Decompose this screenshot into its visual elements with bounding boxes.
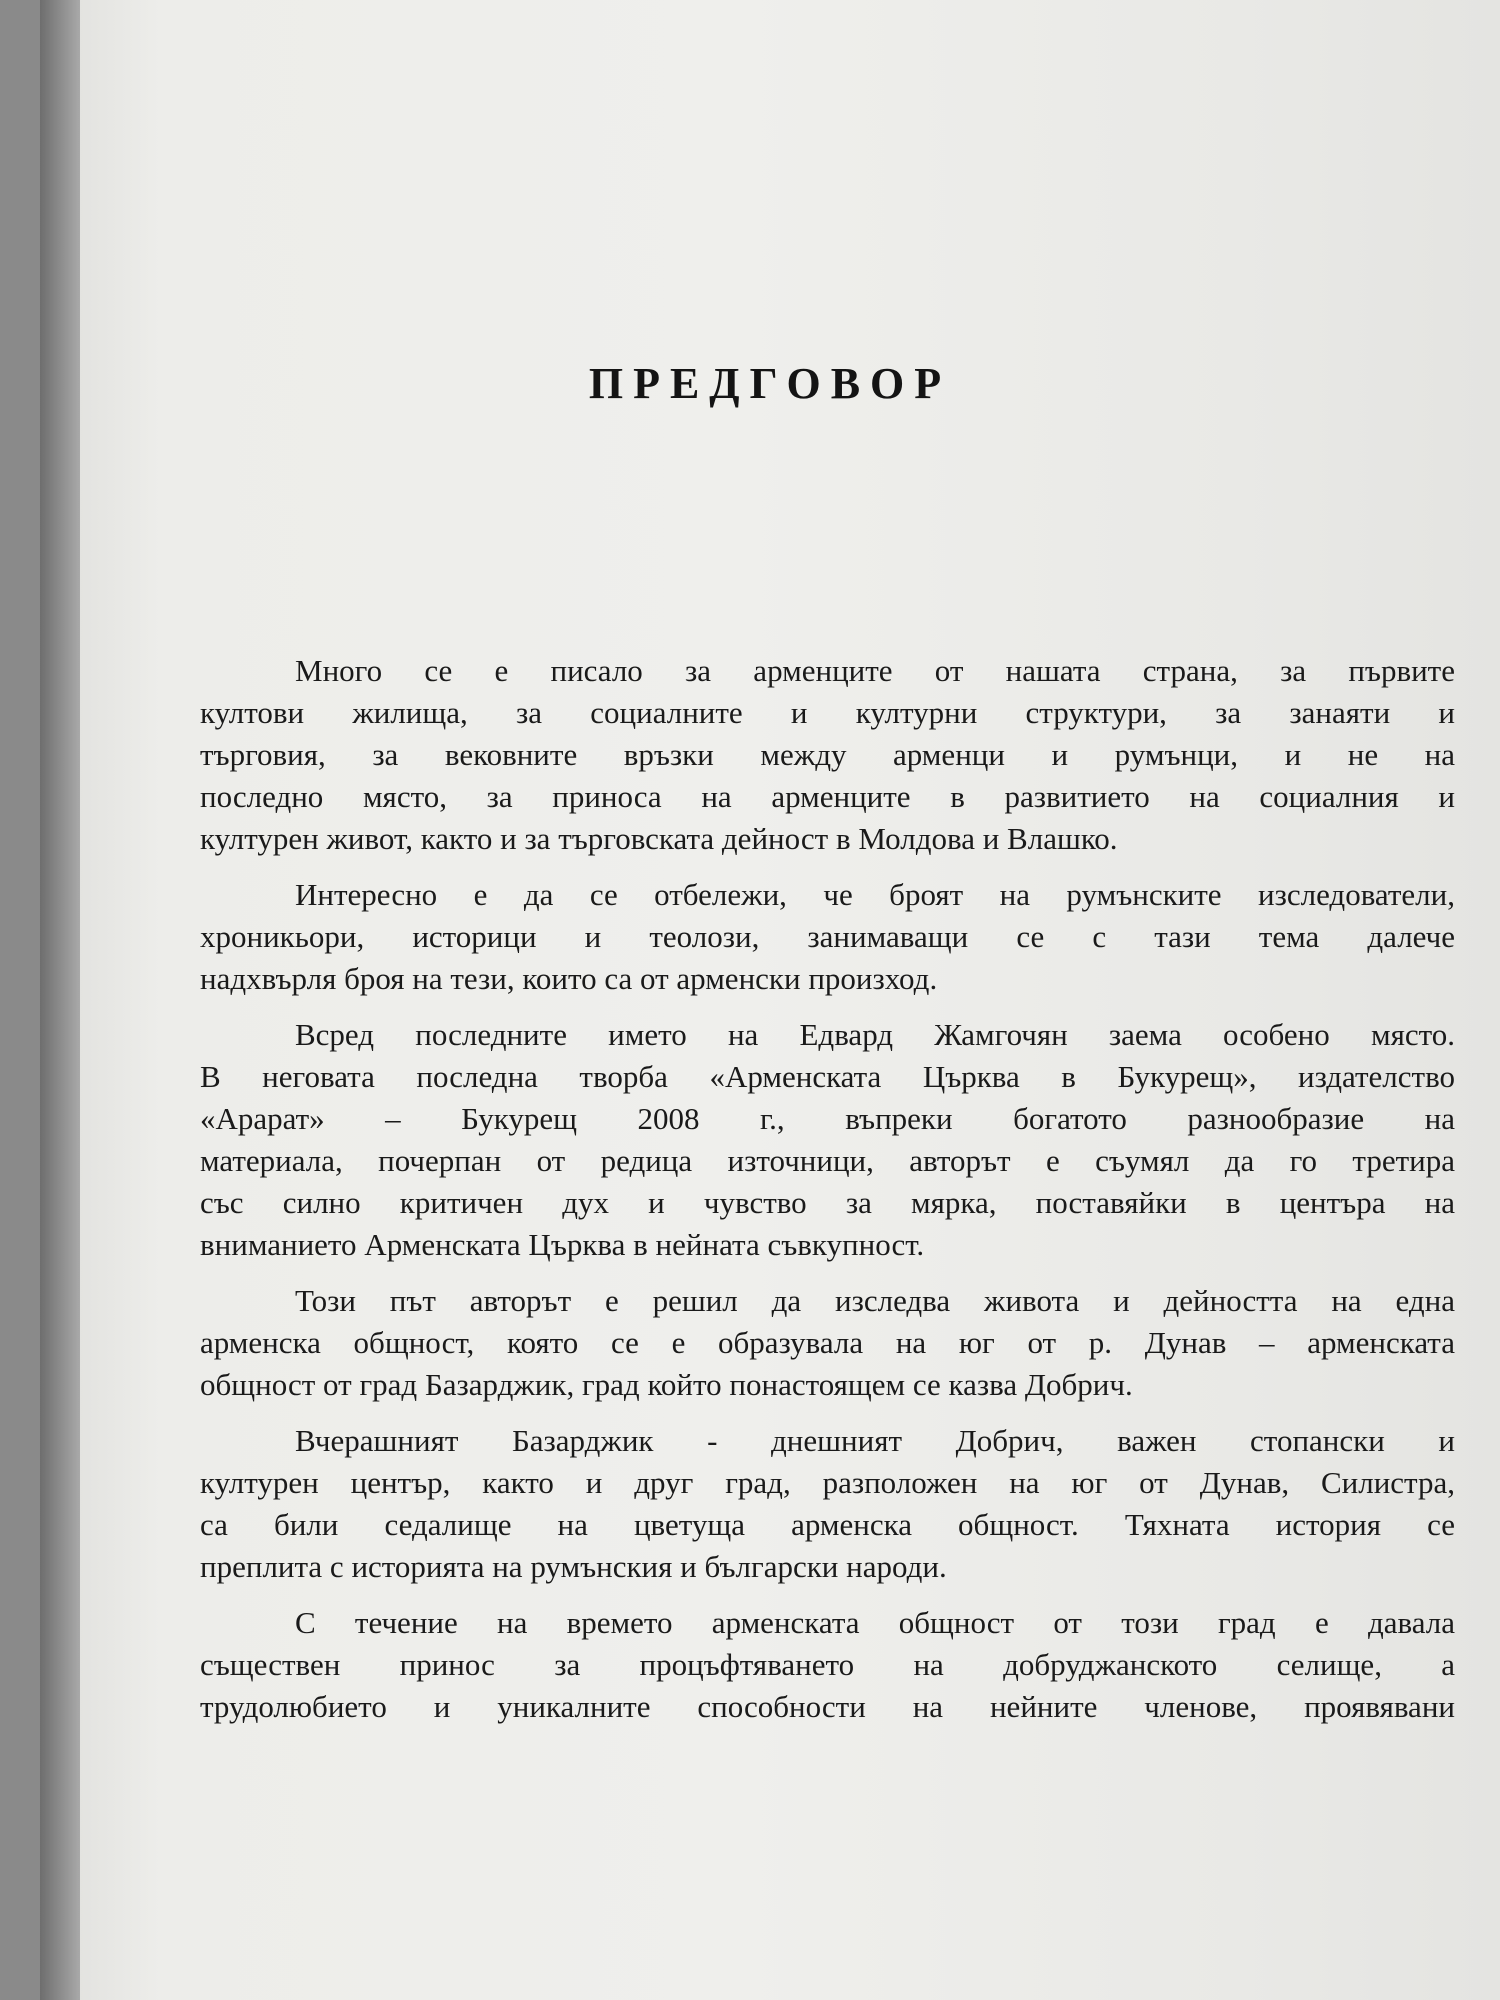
text-line: «Арарат» – Букурещ 2008 г., въпреки богатото разнообразие на — [200, 1101, 1455, 1136]
text-line: Много се е писало за арменците от нашата страна, за първите — [295, 653, 1455, 688]
text-line: С течение на времето арменската общност от този град е давала — [295, 1605, 1455, 1640]
text-line: Вчерашният Базарджик - днешният Добрич, важен стопански и — [295, 1423, 1455, 1458]
text-line: вниманието Арменската Църква в нейната съвкупност. — [200, 1227, 925, 1262]
page-title: ПРЕДГОВОР — [588, 359, 952, 408]
paragraph-3 — [200, 1014, 1455, 1266]
text-line: последно място, за приноса на арменците в развитието на социалния и — [200, 779, 1455, 814]
paragraph-2 — [200, 874, 1455, 1000]
text-line: преплита с историята на румънския и български народи. — [200, 1549, 947, 1584]
text-line: арменска общност, която се е образувала на юг от р. Дунав – арменската — [200, 1325, 1455, 1360]
paragraph-1 — [200, 650, 1455, 860]
text-line: В неговата последна творба «Арменската Църква в Букурещ», издателство — [200, 1059, 1455, 1094]
text-line: Този път авторът е решил да изследва живота и дейността на една — [295, 1283, 1455, 1318]
text-line: културен живот, както и за търговската дейност в Молдова и Влашко. — [200, 821, 1118, 856]
text-line: съществен принос за процъфтяването на добруджанското селище, а — [200, 1647, 1455, 1682]
paragraph-5 — [200, 1420, 1455, 1588]
text-line: Всред последните името на Едвард Жамгочян заема особено място. — [295, 1017, 1455, 1052]
text-line: търговия, за вековните връзки между арменци и румънци, и не на — [200, 737, 1455, 772]
text-line: са били седалище на цветуща арменска общност. Тяхната история се — [200, 1507, 1455, 1542]
text-line: материала, почерпан от редица източници, авторът е съумял да го третира — [200, 1143, 1455, 1178]
text-line: хроникьори, историци и теолози, занимаващи се с тази тема далече — [200, 919, 1455, 954]
paragraph-6 — [200, 1602, 1455, 1728]
text-line: надхвърля броя на тези, които са от арменски произход. — [200, 961, 938, 996]
document-body — [200, 650, 1455, 1742]
text-line: културен център, както и друг град, разположен на юг от Дунав, Силистра, — [200, 1465, 1455, 1500]
text-line: със силно критичен дух и чувство за мярка, поставяйки в центъра на — [200, 1185, 1455, 1220]
text-line: трудолюбието и уникалните способности на нейните членове, проявявани — [200, 1689, 1455, 1724]
book-page — [40, 0, 1500, 2000]
paragraph-4 — [200, 1280, 1455, 1406]
text-line: общност от град Базарджик, град който понастоящем се казва Добрич. — [200, 1367, 1133, 1402]
page-spine-shadow — [40, 0, 80, 2000]
text-line: култови жилища, за социалните и културни структури, за занаяти и — [200, 695, 1455, 730]
text-line: Интересно е да се отбележи, че броят на румънските изследователи, — [295, 877, 1455, 912]
